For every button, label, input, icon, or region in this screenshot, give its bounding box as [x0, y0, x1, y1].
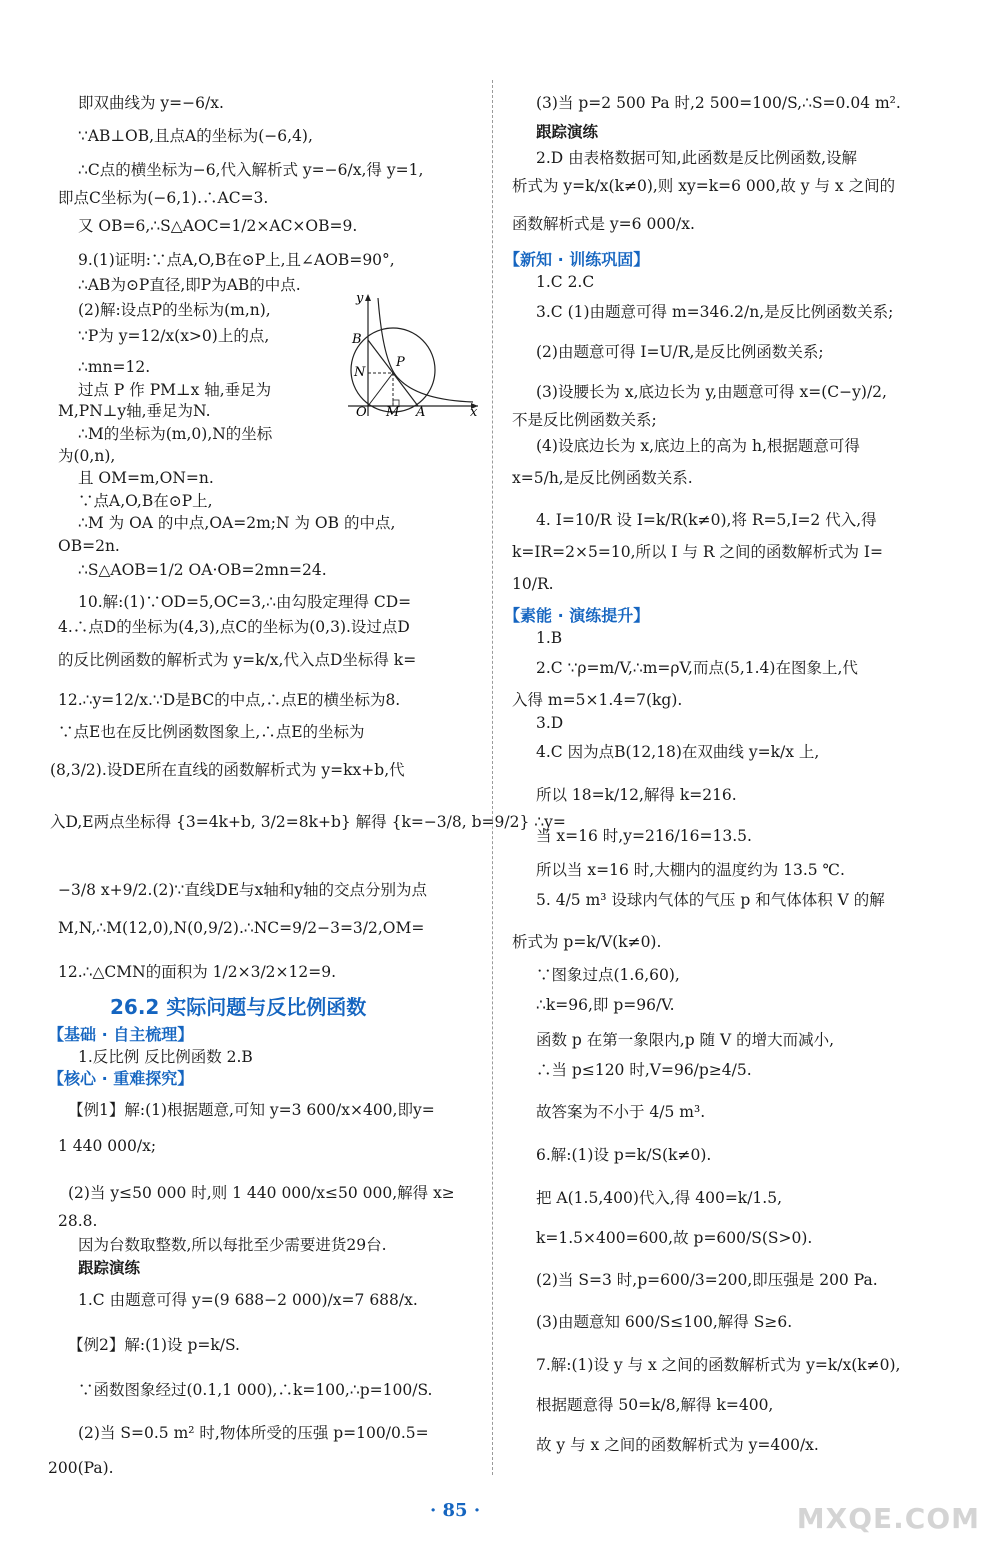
watermark-logo: MXQE.COM [796, 1502, 980, 1535]
text-line: 又 OB=6,∴S△AOC=1/2×AC×OB=9. [78, 217, 358, 235]
text-line: 因为台数取整数,所以每批至少需要进货29台. [78, 1236, 387, 1254]
text-line: ∵P为 y=12/x(x>0)上的点, [78, 327, 270, 345]
text-line: ∵点E也在反比例函数图象上,∴点E的坐标为 [58, 723, 365, 741]
text-line: 3.C (1)由题意可得 m=346.2/n,是反比例函数关系; [536, 303, 894, 321]
text-line: ∴S△AOB=1/2 OA·OB=2mn=24. [78, 561, 327, 579]
text-line: (2)由题意可得 I=U/R,是反比例函数关系; [536, 343, 824, 361]
text-line: 【例2】解:(1)设 p=k/S. [68, 1336, 240, 1354]
text-line: ∵函数图象经过(0.1,1 000),∴k=100,∴p=100/S. [78, 1381, 433, 1399]
text-line: 为(0,n), [58, 447, 116, 465]
text-line: 且 OM=m,ON=n. [78, 469, 214, 487]
text-line: (2)当 S=0.5 m² 时,物体所受的压强 p=100/0.5= [78, 1424, 429, 1442]
text-line: 9.(1)证明:∵点A,O,B在⊙P上,且∠AOB=90°, [78, 251, 395, 269]
text-line: 函数 p 在第一象限内,p 随 V 的增大而减小, [536, 1031, 835, 1049]
text-line: 所以 18=k/12,解得 k=216. [536, 786, 737, 804]
text-line: ∴C点的横坐标为−6,代入解析式 y=−6/x,得 y=1, [78, 161, 424, 179]
section-title: 26.2 实际问题与反比例函数 [110, 995, 367, 1019]
text-line: 10.解:(1)∵OD=5,OC=3,∴由勾股定理得 CD= [78, 593, 412, 611]
text-line: (2)当 y≤50 000 时,则 1 440 000/x≤50 000,解得 x≥ [68, 1184, 455, 1202]
text-line: 1 440 000/x; [58, 1137, 157, 1155]
text-line: 故 y 与 x 之间的函数解析式为 y=400/x. [536, 1436, 819, 1454]
label-a: A [416, 405, 426, 418]
text-line: 的反比例函数的解析式为 y=k/x,代入点D坐标得 k= [58, 651, 417, 669]
text-line: ∴mn=12. [78, 358, 151, 376]
label-m: M [386, 405, 400, 418]
subheading: 跟踪演练 [78, 1258, 141, 1277]
page-number: · 85 · [430, 1500, 481, 1521]
text-line: ∵AB⊥OB,且点A的坐标为(−6,4), [78, 127, 313, 145]
text-line: ∵点A,O,B在⊙P上, [78, 492, 213, 510]
text-line: (4)设底边长为 x,底边上的高为 h,根据题意可得 [536, 437, 860, 455]
text-line: 即点C坐标为(−6,1).∴AC=3. [58, 189, 269, 207]
y-axis-arrow [365, 294, 371, 301]
text-line: M,PN⊥y轴,垂足为N. [58, 402, 211, 420]
text-line: 所以当 x=16 时,大棚内的温度约为 13.5 ℃. [536, 861, 845, 879]
section-tag: 【新知 · 训练巩固】 [504, 250, 650, 269]
text-line: 【例1】解:(1)根据题意,可知 y=3 600/x×400,即y= [68, 1101, 435, 1119]
text-line: ∴M的坐标为(m,0),N的坐标 [78, 425, 273, 443]
text-line: 6.解:(1)设 p=k/S(k≠0). [536, 1146, 712, 1164]
text-line: 10/R. [512, 575, 554, 593]
text-line: 当 x=16 时,y=216/16=13.5. [536, 827, 752, 845]
text-line: 2.D 由表格数据可知,此函数是反比例函数,设解 [536, 149, 857, 167]
section-tag: 【核心 · 重难探究】 [48, 1069, 194, 1088]
text-line: 1.B [536, 629, 563, 647]
column-divider [492, 80, 493, 1475]
text-line: 4.C 因为点B(12,18)在双曲线 y=k/x 上, [536, 743, 820, 761]
text-line: 故答案为不小于 4/5 m³. [536, 1103, 706, 1121]
text-line: k=IR=2×5=10,所以 I 与 R 之间的函数解析式为 I= [512, 543, 884, 561]
text-line: 3.D [536, 714, 564, 732]
text-line: (2)当 S=3 时,p=600/3=200,即压强是 200 Pa. [536, 1271, 878, 1289]
text-line: OB=2n. [58, 537, 120, 555]
text-line: ∴当 p≤120 时,V=96/p≥4/5. [536, 1061, 752, 1079]
text-line: ∴k=96,即 p=96/V. [536, 996, 675, 1014]
text-line: 入得 m=5×1.4=7(kg). [512, 691, 683, 709]
text-line: (3)设腰长为 x,底边长为 y,由题意可得 x=(C−y)/2, [536, 383, 887, 401]
text-line: M,N,∴M(12,0),N(0,9/2).∴NC=9/2−3=3/2,OM= [58, 919, 425, 937]
text-line: (8,3/2).设DE所在直线的函数解析式为 y=kx+b,代 [50, 761, 405, 779]
text-line: 12.∴y=12/x.∵D是BC的中点,∴点E的横坐标为8. [58, 691, 401, 709]
label-b: B [352, 332, 362, 347]
subheading: 跟踪演练 [536, 122, 599, 141]
text-line: x=5/h,是反比例函数关系. [512, 469, 693, 487]
text-line: 4.∴点D的坐标为(4,3),点C的坐标为(0,3).设过点D [58, 618, 410, 636]
text-line: 过点 P 作 PM⊥x 轴,垂足为 [78, 381, 272, 399]
text-line: 根据题意得 50=k/8,解得 k=400, [536, 1396, 774, 1414]
text-line: (3)由题意知 600/S≤100,解得 S≥6. [536, 1313, 793, 1331]
label-p: P [396, 355, 405, 370]
text-line: k=1.5×400=600,故 p=600/S(S>0). [536, 1229, 813, 1247]
text-line: 即双曲线为 y=−6/x. [78, 94, 224, 112]
text-line: 1.C 由题意可得 y=(9 688−2 000)/x=7 688/x. [78, 1291, 418, 1309]
text-line: (2)解:设点P的坐标为(m,n), [78, 301, 271, 319]
text-line: 2.C ∵ρ=m/V,∴m=ρV,而点(5,1.4)在图象上,代 [536, 659, 858, 677]
text-line: ∵图象过点(1.6,60), [536, 966, 680, 984]
text-line: 析式为 y=k/x(k≠0),则 xy=k=6 000,故 y 与 x 之间的 [512, 177, 896, 195]
section-tag: 【基础 · 自主梳理】 [48, 1025, 194, 1044]
text-line: ∴M 为 OA 的中点,OA=2m;N 为 OB 的中点, [78, 514, 396, 532]
text-line: 5. 4/5 m³ 设球内气体的气压 p 和气体体积 V 的解 [536, 891, 885, 909]
text-line: 1.C 2.C [536, 273, 595, 291]
text-line: 不是反比例函数关系; [512, 411, 657, 429]
text-line: (3)当 p=2 500 Pa 时,2 500=100/S,∴S=0.04 m². [536, 94, 901, 112]
text-line: 析式为 p=k/V(k≠0). [512, 933, 662, 951]
text-line: 28.8. [58, 1212, 98, 1230]
label-x: x [470, 405, 478, 418]
segment-op [368, 373, 393, 406]
text-line: 1.反比例 反比例函数 2.B [78, 1048, 253, 1066]
text-line: 把 A(1.5,400)代入,得 400=k/1.5, [536, 1189, 782, 1207]
text-line: 函数解析式是 y=6 000/x. [512, 215, 695, 233]
text-line: −3/8 x+9/2.(2)∵直线DE与x轴和y轴的交点分别为点 [58, 881, 428, 899]
hyperbola-curve [378, 298, 473, 402]
circle-hyperbola-figure [338, 288, 483, 418]
label-o: O [356, 405, 367, 418]
text-line: 7.解:(1)设 y 与 x 之间的函数解析式为 y=k/x(k≠0), [536, 1356, 901, 1374]
text-line: 12.∴△CMN的面积为 1/2×3/2×12=9. [58, 963, 337, 981]
text-line: 4. I=10/R 设 I=k/R(k≠0),将 R=5,I=2 代入,得 [536, 511, 877, 529]
label-y: y [356, 291, 364, 306]
text-line: 入D,E两点坐标得 {3=4k+b, 3/2=8k+b} 解得 {k=−3/8, b=9/2} ∴y= [50, 813, 566, 831]
text-line: ∴AB为⊙P直径,即P为AB的中点. [78, 276, 301, 294]
text-line: 200(Pa). [48, 1459, 114, 1477]
section-tag: 【素能 · 演练提升】 [504, 606, 650, 625]
label-n: N [354, 365, 366, 380]
